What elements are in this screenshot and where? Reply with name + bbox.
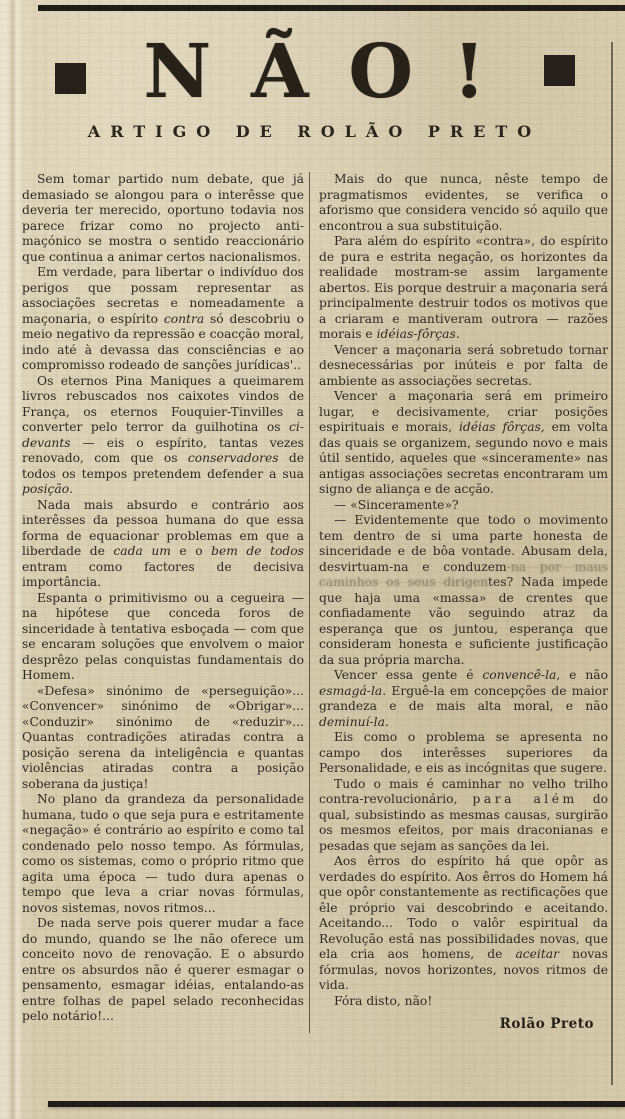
top-rule (38, 5, 625, 11)
text-segment: Vencer essa gente é (334, 668, 483, 682)
text-segment: idéias fôrças (458, 420, 541, 434)
article-subtitle: ARTIGO DE ROLÃO PRETO (87, 121, 542, 141)
text-segment: entram como factores de decisiva importância. (22, 559, 304, 589)
text-segment: . (69, 482, 74, 496)
paragraph (22, 792, 304, 916)
text-segment: contra (163, 311, 205, 326)
paragraph (22, 916, 304, 1025)
paragraph (22, 172, 304, 265)
text-segment: aceitar (515, 947, 560, 961)
paragraph (22, 684, 304, 793)
paragraph (22, 498, 304, 591)
paragraph (319, 668, 608, 730)
paragraph (319, 994, 608, 1010)
text-segment: conservadores (187, 451, 279, 465)
text-segment: do qual, subsistindo as mesmas causas, surgirão os mesmos efeitos, por mais draconianas e pesadas que sejam as sanções da lei. (319, 792, 608, 853)
paragraph (319, 777, 608, 855)
text-segment: . Erguê-la em concepções de maior grandeza e de mais alta moral, e não (319, 683, 608, 713)
text-segment: Vencer a maçonaria será em primeiro lugar, e decisivamente, criar posições espirituais e morais, (319, 389, 608, 434)
paragraph (319, 389, 608, 498)
paper-fold-crease (8, 0, 22, 1119)
right-column (310, 172, 608, 1033)
left-square-ornament (55, 63, 86, 94)
article-body (22, 172, 608, 1033)
text-segment: — Evidentemente que todo o movimento tem dentro de si uma parte honesta de sinceridade e de bôa vontade. Abusam dela, desvirtuam-na e conduzem (319, 513, 608, 574)
text-segment: tes? Nada impede que haja uma «massa» de crentes que confiadamente vão seguindo atraz da esperança que os juntou, esperança que consideram honesta e suficiente justificação da sua própria marcha. (319, 575, 608, 667)
text-segment: , e não (556, 668, 608, 682)
paragraph (319, 513, 608, 668)
text-segment: bem de todos (211, 544, 304, 558)
faded-print-text: -na por maus caminhos os seus dirigen (319, 559, 608, 589)
text-segment: Mais do que nunca, nêste tempo de pragmatismos evidentes, se verifica o aforismo que considera vencido só aquilo que encontrou a sua substituição. (319, 172, 608, 233)
text-segment: de todos os tempos pretendem defender a sua (22, 451, 305, 481)
paragraph (319, 343, 608, 390)
text-segment: Espanta o primitivismo ou a cegueira — na hipótese que conceda foros de sinceridade à tentativa esboçada — com que se encaram soluções que envolvem o maior desprêzo pelas conquistas fundamentais do Homem. (22, 590, 304, 682)
text-segment: cada um (113, 544, 171, 558)
paragraph (22, 591, 304, 684)
text-segment: — eis o espírito, tantas vezes renovado, com que os (22, 435, 304, 465)
text-segment: Os eternos Pina Maniques a queimarem livros rebuscados nos caixotes vindos de França, os eternos Fouquier-Tinvilles a converter pelo terror da guilhotina os (22, 373, 304, 434)
paragraph (319, 854, 608, 994)
text-segment: e o (170, 544, 212, 558)
paragraph (319, 172, 608, 234)
text-segment: , em volta das quais se organizem, segundo novo e mais útil sentido, aqueles que «sinceramente» nas antigas associações secretas encontraram um signo de aliança e de acção. (319, 420, 608, 496)
text-segment: novas fórmulas, novos horizontes, novos ritmos de vida. (319, 947, 608, 992)
text-segment: só descobriu o meio negativo da repressão e coacção moral, indo até à devassa das consciências e ao compromisso rodeado de sanções jurídicas'.. (22, 311, 304, 372)
text-segment: esmagá-la (319, 683, 383, 698)
text-segment: . (455, 327, 460, 341)
text-segment: convencê-la (482, 668, 557, 682)
left-column (22, 172, 304, 1033)
text-segment: Em verdade, para libertar o indivíduo dos perigos que possam representar as associações secretas e nomeadamente a maçonaria, o espírito (22, 265, 304, 326)
article-header (20, 29, 609, 141)
right-square-ornament (544, 55, 575, 86)
paragraph (22, 265, 304, 374)
text-segment: — «Sinceramente»? (334, 497, 459, 512)
paragraph (319, 498, 608, 514)
paragraph (22, 374, 304, 498)
paragraph (319, 234, 608, 343)
text-segment: ci-devants (22, 420, 304, 450)
text-segment: deminuí-la (319, 714, 385, 729)
text-segment: «Defesa» sinónimo de «perseguição»... «Convencer» sinónimo de «Obrigar»... «Conduzir» sinónimo de «reduzir»... Quantas contradições atiradas contra a posição serena da inteligência e quantas violências atiradas contra a posição soberana da justiça! (22, 683, 304, 791)
text-segment: para além (472, 792, 578, 806)
text-segment: posição (22, 482, 70, 496)
text-segment: Para além do espírito «contra», do espírito de pura e estrita negação, os horizontes da realidade mostram-se assim largamente abertos. Eis porque destruir a maçonaria será principalmente destruir todos os motivos que a criaram e mantiveram outrora — razões morais e (319, 234, 608, 341)
bottom-rule (48, 1101, 625, 1107)
text-segment: Vencer a maçonaria será sobretudo tornar desnecessárias por inúteis e por falta de ambiente as associações secretas. (319, 342, 608, 388)
text-segment: De nada serve pois querer mudar a face do mundo, quando se lhe não oferece um conceito novo de renovação. E o absurdo entre os absurdos não é querer esmagar o pensamento, esmagar idéias, entalando-as entre folhas de papel selado reconhecidas pelo notário!... (22, 916, 304, 1023)
text-segment: Nada mais absurdo e contrário aos interêsses da pessoa humana do que essa forma de equacionar problemas em que a liberdade de (22, 497, 304, 558)
text-segment: No plano da grandeza da personalidade humana, tudo o que seja pura e estritamente «negação» é contrário ao espírito e como tal condenado pelo nosso tempo. As fórmulas, como os sistemas, como o próprio ritmo que agita uma época — tudo dura apenas o tempo que leva a criar novas fórmulas, novos sistemas, novos ritmos... (22, 792, 304, 915)
text-segment: Tudo o mais é caminhar no velho trilho contra-revolucionário, (319, 776, 608, 806)
text-segment: idéias-fôrças (376, 327, 456, 341)
text-segment: Fóra disto, não! (334, 993, 433, 1008)
article-title: NÃO! (143, 29, 526, 115)
paragraph (319, 730, 608, 777)
text-segment: Sem tomar partido num debate, que já demasiado se alongou para o interêsse que deveria ter merecido, oportuno todavia nos parece frizar como no projecto anti-maçónico se mostra o sentido reaccionário que continua a animar certos nacionalismos. (22, 172, 304, 264)
title-row (20, 29, 609, 115)
text-segment: Aos êrros do espírito há que opôr as verdades do espírito. Aos êrros do Homem há que opôr constantemente as rectificações que êle próprio vai descobrindo e aceitando. Aceitando... Todo o valôr espiritual da Revolução está nas possibilidades novas, que ela cria aos homens, de (319, 854, 608, 961)
author-signature: Rolão Preto (499, 1016, 594, 1032)
text-segment: . (384, 714, 389, 729)
text-segment: Eis como o problema se apresenta no campo dos interêsses superiores da Personalidade, e eis as incógnitas que sugere. (319, 730, 608, 775)
page-edge-rule (611, 42, 613, 1085)
